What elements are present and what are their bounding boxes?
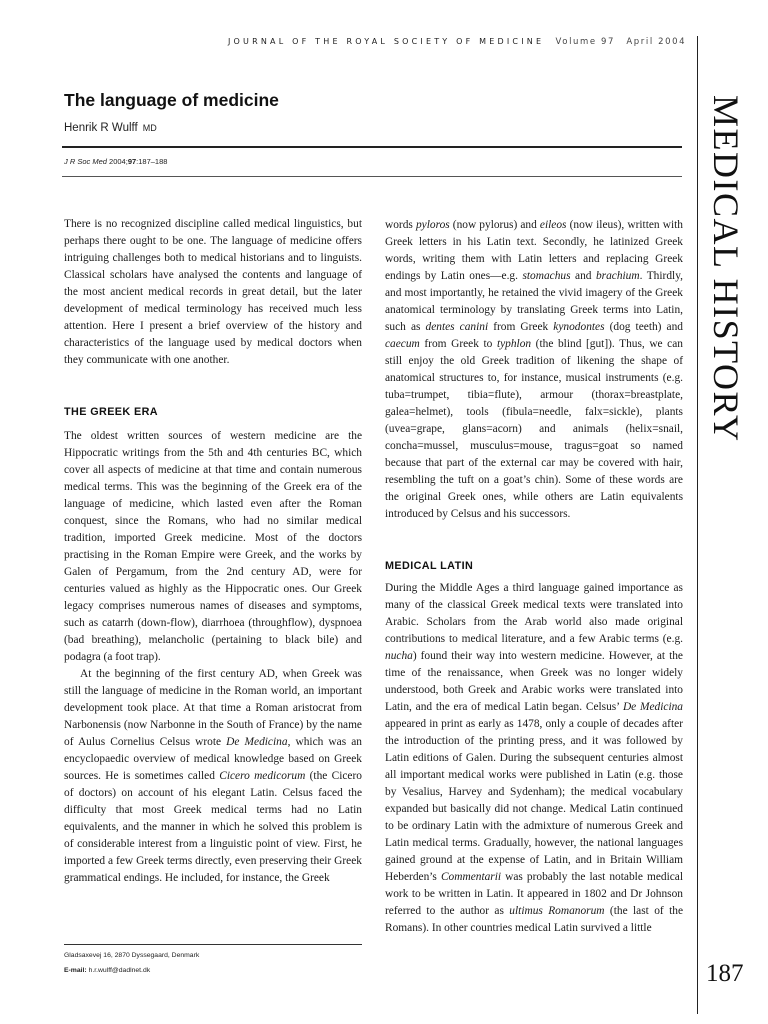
intro-paragraph: There is no recognized discipline called medical linguistics, but perhaps there ought to be one. The language of medicine offers intriguing challenges both to medical historians and to linguists. Classical scholars have analysed the contents and language of the most ancient medical records in great detail, but the later development of medical terminology has received much less attention. Here I present a brief overview of the history and characteristics of the language used by medical doctors when they communicate with one another. — [64, 218, 362, 366]
article-title: The language of medicine — [64, 90, 279, 110]
citation — [64, 157, 664, 171]
heading-medical-latin: MEDICAL LATIN — [385, 560, 474, 572]
sidebar-divider — [697, 36, 698, 1014]
footer-rule — [64, 944, 362, 945]
page-number: 187 — [706, 960, 744, 987]
email-link[interactable]: h.r.wulff@dadlnet.dk — [88, 967, 151, 974]
citation-volume: 97 — [127, 157, 137, 166]
correspondence-email: E-mail: h.r.wulff@dadlnet.dk — [64, 967, 151, 974]
issue-date: April 2004 — [626, 37, 687, 47]
left-column — [64, 216, 362, 887]
greek-paragraph-1: The oldest written sources of western medicine are the Hippocratic writings from the 5th and 4th centuries BC, which cover all aspects of medicine at that time and contain numerous medical terms. This was the beginning of the Greek era of the language of medicine, which lasted even after the Roman conquest, since the Romans, who had no similar medical tradition, imported Greek medicine. Most of the doctors practising in the Roman Empire were Greek, and the works by Galen of Pergamum, from the 2nd century AD, were for centuries valued as highly as the Hippocratic ones. Our Greek legacy comprises numerous names of diseases and symptoms, such as catarrh (down-flow), diarrhoea (throughflow), dyspnoea (bad breathing), melancholic (pertaining to black bile) and podagra (a foot trap). — [64, 430, 362, 663]
latin-paragraph-1: During the Middle Ages a third language gained importance as many of the classical Greek medical texts were translated into Arabic. Scholars from the Arab world also made original contributions to medical literature, and a few Arabic terms (e.g. nucha) found their way into western medicine. However, at the time of the renaissance, when Greek was no longer widely understood, both Greek and Arabic works were translated into Latin, and the era of medical Latin began. Celsus’ De Medicina appeared in print as early as 1478, only a couple of decades after the introduction of the printing press, and it was followed by Latin editions of Galen. During the subsequent centuries almost all important medical works were published in Latin (e.g. those by Vesalius, Harvey and Sydenham); the medical vocabulary expanded but basically did not change. Medical Latin continued to be ordinary Latin with the admixture of numerous Greek and Latin medical terms. Gradually, however, the national languages gained ground at the expense of Latin, and in Britain William Heberden’s Commentarii was probably the last notable medical work to be written in Latin. It appeared in 1802 and Dr Johnson referred to the author as ultimus Romanorum (the last of the Romans). In other countries medical Latin survived a little — [385, 582, 684, 934]
greek-paragraph-2: At the beginning of the first century AD, when Greek was still the language of medicine in the Roman world, an important development took place. At that time a Roman aristocrat from Narbonensis (now Narbonne in the South of France) by the name of Aulus Cornelius Celsus wrote De Medicina, which was an encyclopaedic overview of medical knowledge based on Greek sources. He is sometimes called Cicero medicorum (the Cicero of doctors) on account of his elegant Latin. Celsus faced the difficulty that most Greek medical terms had no Latin equivalents, and the manner in which he solved this problem is of considerable interest from a linguistic point of view. First, he imported a few Greek terms directly, even preserving their Greek grammatical endings. He included, for instance, the Greek — [64, 668, 362, 884]
author-line — [64, 122, 664, 140]
right-column — [385, 217, 683, 937]
author-degree: MD — [142, 123, 157, 133]
correspondence-address: Gladsaxevej 16, 2870 Dyssegaard, Denmark — [64, 952, 200, 959]
journal-name: JOURNAL OF THE ROYAL SOCIETY OF MEDICINE — [228, 37, 545, 46]
citation-pages: :187–188 — [136, 157, 168, 166]
citation-journal: J R Soc Med — [64, 157, 107, 166]
volume: Volume 97 — [555, 37, 616, 47]
citation-rule — [62, 176, 682, 177]
running-head — [228, 37, 688, 53]
heading-greek-era: THE GREEK ERA — [64, 406, 158, 418]
author-name: Henrik R Wulff — [64, 122, 138, 134]
citation-year: 2004; — [109, 157, 128, 166]
title-rule — [62, 146, 682, 148]
section-title: MEDICAL HISTORY — [706, 95, 746, 443]
celsus-paragraph: words pyloros (now pylorus) and eileos (now ileus), written with Greek letters in his Latin text. Secondly, he latinized Greek words, writing them with Latin letters and replacing Greek endings by Latin ones—e.g. stomachus and brachium. Thirdly, and most importantly, he retained the vivid imagery of the Greek anatomical terminology by translating Greek terms into Latin, such as dentes canini from Greek kynodontes (dog teeth) and caecum from Greek to typhlon (the blind [gut]). Thus, we can still enjoy the old Greek tradition of likening the shape of anatomical structures to, for instance, musical instruments (e.g. tuba=trumpet, tibia=flute), armour (thorax=breastplate, galea=helmet), tools (fibula=needle, falx=sickle), plants (uvea=grape, glans=acorn) and animals (helix=snail, concha=mussel, musculus=mouse, tragus=goat so named because that part of the external car may be covered with hair, resembling the tuft on a goat’s chin). Some of these words are the original Greek ones, while others are Latin equivalents introduced by Celsus and his successors. — [385, 219, 683, 520]
